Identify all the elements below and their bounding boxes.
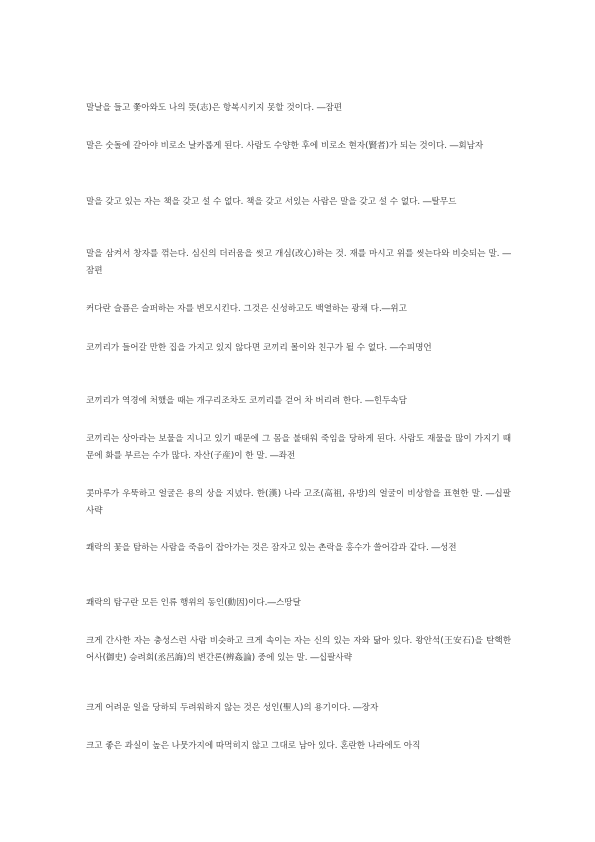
quote-paragraph: 말날을 들고 쫓아와도 나의 뜻(志)은 항복시키지 못할 것이다. ―잠편 xyxy=(86,103,343,113)
quote-paragraph: 코끼리가 역경에 처했을 때는 개구리조차도 코끼리를 걷어 차 버리려 한다. ―힌두속담 xyxy=(86,396,407,406)
quote-paragraph: 크게 간사한 자는 충성스런 사람 비슷하고 크게 속이는 자는 신의 있는 자와 닮아 있다. 왕안석(王安石)을 탄핵한 어사(御史) 승려회(丞呂誨)의 변간론(辨姦論) 중에 있는 말. ―십팔사략 xyxy=(86,636,511,663)
quote-paragraph: 코끼리가 들어갈 만한 집을 가지고 있지 않다면 코끼리 몰이와 친구가 될 수 없다. ―수피명언 xyxy=(86,343,432,353)
quote-paragraph: 코끼리는 상아라는 보물을 지니고 있기 때문에 그 몸을 불태워 죽임을 당하게 된다. 사람도 재물을 많이 가지기 때문에 화를 부르는 수가 많다. 자산(子産)이 한 말. ―좌전 xyxy=(86,434,511,461)
quote-paragraph: 말을 갖고 있는 자는 책을 갖고 설 수 없다. 책을 갖고 서있는 사람은 말을 갖고 설 수 없다. ―탈무드 xyxy=(86,197,457,207)
quote-paragraph: 커다란 슬픔은 슬퍼하는 자를 변모시킨다. 그것은 신성하고도 백열하는 광채 다.―위고 xyxy=(86,304,407,314)
quote-paragraph: 콧마루가 우뚝하고 얼굴은 용의 상을 지녔다. 한(漢) 나라 고조(高祖, 유방)의 얼굴이 비상함을 표현한 말. ―십팔사략 xyxy=(86,489,511,516)
quote-paragraph: 크고 좋은 과실이 높은 나뭇가지에 따먹히지 않고 그대로 남아 있다. 혼란한 나라에도 아직 xyxy=(86,741,421,751)
quote-paragraph: 쾌락의 탐구란 모든 인류 행위의 동인(動因)이다.―스땅달 xyxy=(86,598,301,608)
quote-paragraph: 말을 삼켜서 창자를 꺾는다. 심신의 더러움을 씻고 개심(改心)하는 것. 재를 마시고 위를 씻는다와 비슷되는 말. ―잠편 xyxy=(86,249,511,276)
quote-paragraph: 말은 숫돌에 갈아야 비로소 날카롭게 된다. 사람도 수양한 후에 비로소 현자(賢者)가 되는 것이다. ―회남자 xyxy=(86,141,484,151)
quote-paragraph: 쾌락의 꽃을 탐하는 사람을 죽음이 잡아가는 것은 잠자고 있는 촌락을 홍수가 쓸어감과 같다. ―성전 xyxy=(86,543,457,553)
quote-paragraph: 크게 어려운 일을 당하되 두려워하지 않는 것은 성인(聖人)의 용기이다. ―장자 xyxy=(86,703,379,713)
